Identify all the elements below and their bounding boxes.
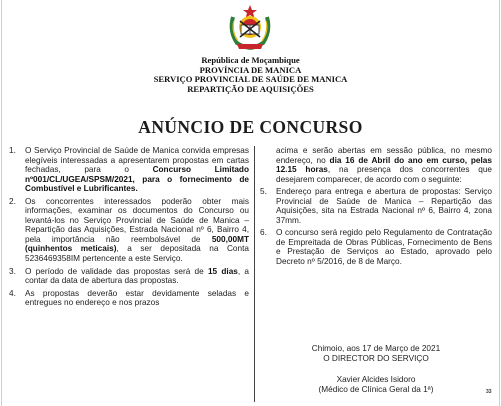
clause-text: , na presença dos concorrentes que desejarem comparecer, de acordo com o seguinte: bbox=[276, 165, 492, 184]
column-divider bbox=[254, 146, 255, 402]
clause-number: 1. bbox=[9, 146, 16, 155]
clause-4-continued bbox=[260, 146, 492, 184]
footer-code: 33 bbox=[486, 389, 492, 395]
clause-text: , a ser depositada na Conta 5236469358IM pertencente a este Serviço. bbox=[25, 244, 249, 264]
clause-number: 5. bbox=[260, 187, 267, 197]
clause-number: 3. bbox=[9, 266, 16, 276]
clause-number: 4. bbox=[9, 288, 16, 298]
clause-bold-text: 15 dias bbox=[207, 266, 238, 276]
document-title: ANÚNCIO DE CONCURSO bbox=[138, 117, 363, 137]
clause-text: Os concorrentes interessados poderão obter mais informações, examinar os documentos do Concurso ou levantá-los no Serviço Provincial de Saúde de Manica – Repartição das Aquisições, Estrada Nacional nº 6, Bairro 4, pela importância não reembolsável de bbox=[25, 196, 249, 244]
right-column bbox=[260, 146, 492, 270]
signature-role: O DIRECTOR DO SERVIÇO bbox=[323, 353, 429, 363]
clause-text: O concurso será regido pelo Regulamento de Contratação de Empreitada de Obras Públicas, Fornecimento de Bens e Prestação de Serviços ao Estado, aprovado pelo Decreto nº 5/2016, de 8 de Março. bbox=[276, 228, 492, 267]
clause-1 bbox=[9, 146, 249, 194]
left-column bbox=[9, 146, 249, 311]
signature-place-date: Chimoio, aos 17 de Março de 2021 bbox=[311, 344, 441, 353]
header-line-province: PROVÍNCIA DE MANICA bbox=[199, 64, 302, 75]
header-line-service: SERVIÇO PROVINCIAL DE SAÚDE DE MANICA bbox=[153, 74, 348, 84]
clause-2 bbox=[9, 197, 249, 264]
clause-6 bbox=[260, 228, 492, 266]
clause-3 bbox=[9, 267, 249, 286]
clause-bold-text: Concurso Limitado nº001/CL/UGEA/SPSM/2021, para o fornecimento de Combustível e Lubrificantes. bbox=[25, 165, 249, 194]
clause-5 bbox=[260, 187, 492, 225]
signature-title: (Médico de Clínica Geral da 1ª) bbox=[318, 384, 434, 394]
clause-number: 2. bbox=[9, 196, 16, 206]
clause-text: As propostas deverão estar devidamente seladas e entregues no endereço e nos prazos bbox=[25, 288, 249, 308]
header-line-republic: República de Moçambique bbox=[201, 55, 300, 65]
clause-text: O Serviço Provincial de Saúde de Manica convida empresas elegíveis interessadas a apresentarem propostas em cartas fechadas, para o bbox=[25, 146, 249, 175]
clause-text: Endereço para entrega e abertura de propostas: Serviço Provincial de Saúde de Manica – Repartição das Aquisições, sita na Estrada Nacional nº 6, Bairro 4, zona 37mm. bbox=[276, 187, 492, 225]
clause-4 bbox=[9, 289, 249, 308]
mozambique-emblem-icon bbox=[225, 3, 275, 51]
signature-name: Xavier Alcides Isidoro bbox=[336, 375, 416, 384]
clause-text: acima e serão abertas em sessão pública, no mesmo endereço, no bbox=[276, 146, 492, 165]
clause-bold-text: dia 16 de Abril do ano em curso, pelas 12.15 horas bbox=[276, 155, 492, 175]
clause-bold-text: 500,00MT (quinhentos meticais) bbox=[25, 234, 249, 254]
header-line-department: REPARTIÇÃO DE AQUISIÇÕES bbox=[187, 83, 314, 94]
clause-number: 6. bbox=[260, 228, 267, 238]
clause-text: O período de validade das propostas será de bbox=[25, 266, 208, 276]
clause-text: , a contar da data de abertura das propostas. bbox=[25, 266, 249, 286]
